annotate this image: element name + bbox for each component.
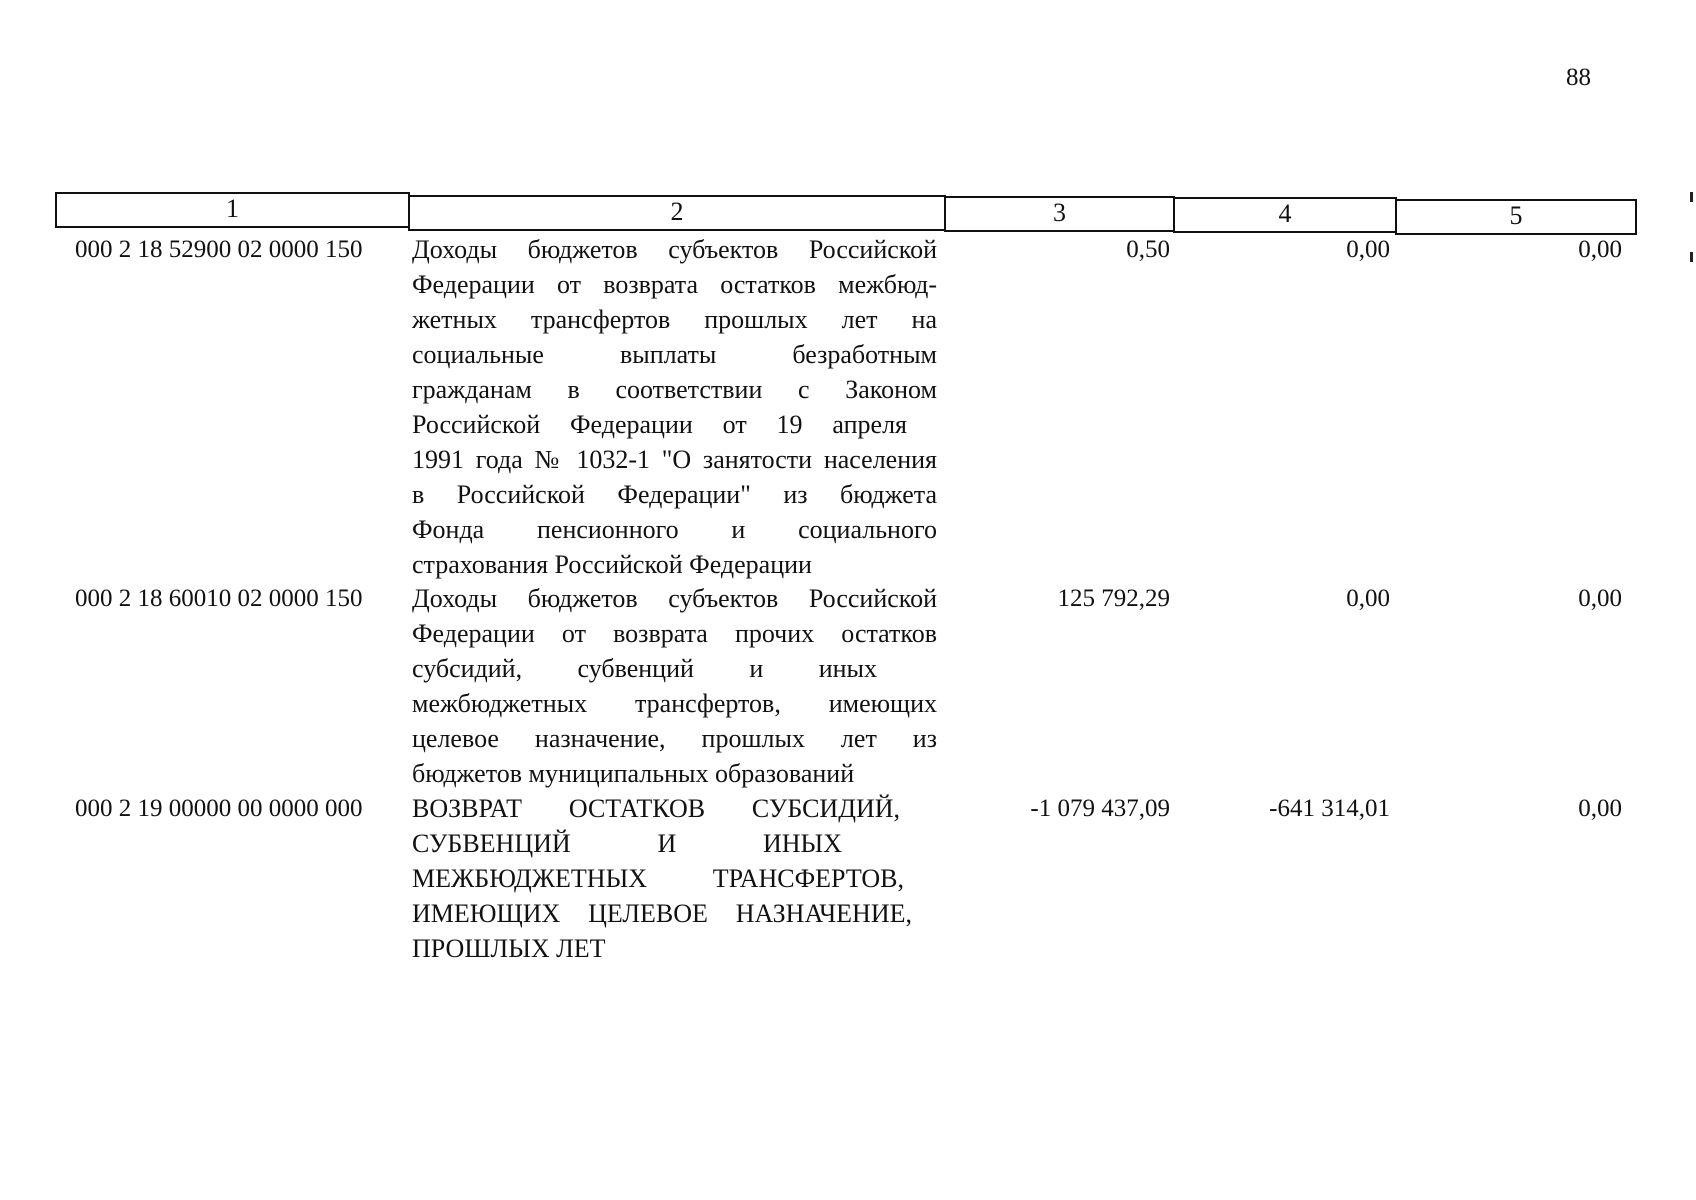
header-col-5: 5 (1395, 199, 1637, 235)
row-value-col4: -641 314,01 (1269, 795, 1390, 822)
row-value-col4: 0,00 (1346, 236, 1390, 263)
page-number: 88 (1566, 64, 1591, 91)
header-col-2: 2 (408, 195, 946, 231)
description-line: Российской Федерации от 19 апреля (412, 410, 907, 439)
description-line: субсидий, субвенций и иных (412, 654, 877, 683)
row-description (412, 791, 937, 966)
header-col-4: 4 (1173, 197, 1397, 233)
scan-edge-mark (1690, 192, 1693, 202)
scan-edge-mark (1690, 252, 1693, 262)
row-description (412, 232, 937, 582)
description-line: гражданам в соответствии с Законом (412, 375, 937, 404)
row-value-col3: -1 079 437,09 (1030, 795, 1170, 822)
row-value-col5: 0,00 (1578, 795, 1622, 822)
row-code: 000 2 18 52900 02 0000 150 (75, 236, 363, 263)
description-line: социальные выплаты безработным (412, 340, 937, 369)
header-col-3: 3 (944, 196, 1175, 232)
description-line: межбюджетных трансфертов, имеющих (412, 689, 937, 718)
row-value-col3: 0,50 (1126, 236, 1170, 263)
header-col-1: 1 (55, 192, 410, 228)
description-line: ВОЗВРАТ ОСТАТКОВ СУБСИДИЙ, (412, 794, 900, 823)
row-value-col5: 0,00 (1578, 585, 1622, 612)
description-line: страхования Российской Федерации (412, 550, 812, 579)
description-line: Федерации от возврата прочих остатков (412, 619, 937, 648)
description-line: 1991 года № 1032-1 "О занятости населения (412, 445, 937, 474)
description-line: в Российской Федерации" из бюджета (412, 480, 937, 509)
description-line: ПРОШЛЫХ ЛЕТ (412, 934, 606, 963)
description-line: Фонда пенсионного и социального (412, 515, 937, 544)
description-line: бюджетов муниципальных образований (412, 759, 855, 788)
description-line: МЕЖБЮДЖЕТНЫХ ТРАНСФЕРТОВ, (412, 864, 904, 893)
row-value-col3: 125 792,29 (1057, 585, 1170, 612)
description-line: ИМЕЮЩИХ ЦЕЛЕВОЕ НАЗНАЧЕНИЕ, (412, 899, 912, 928)
description-line: СУБВЕНЦИЙ И ИНЫХ (412, 829, 842, 858)
row-description (412, 581, 937, 791)
description-line: Федерации от возврата остатков межбюд- (412, 270, 937, 299)
row-value-col4: 0,00 (1346, 585, 1390, 612)
description-line: Доходы бюджетов субъектов Российской (412, 584, 937, 613)
row-value-col5: 0,00 (1578, 236, 1622, 263)
row-code: 000 2 18 60010 02 0000 150 (75, 585, 363, 612)
description-line: целевое назначение, прошлых лет из (412, 724, 937, 753)
description-line: Доходы бюджетов субъектов Российской (412, 235, 937, 264)
description-line: жетных трансфертов прошлых лет на (412, 305, 937, 334)
row-code: 000 2 19 00000 00 0000 000 (75, 795, 363, 822)
